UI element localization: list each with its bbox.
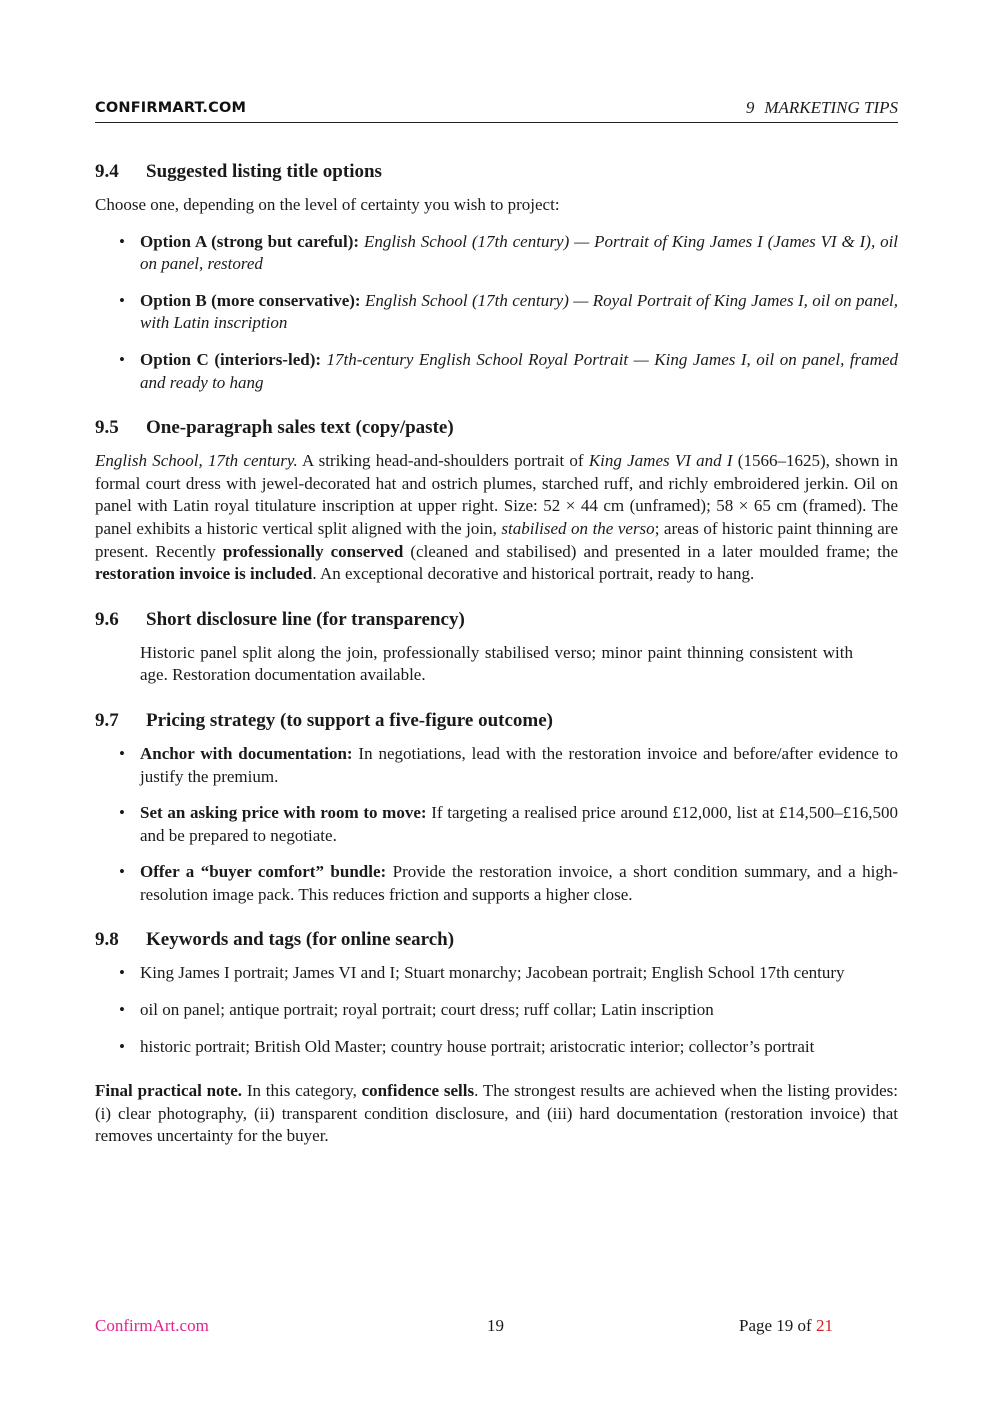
item-text: If targeting a realised price around £12,000, list at £14,500–£16,500 and be prepared to negotiate.: [140, 803, 898, 845]
text-run: (cleaned and stabilised) and presented in a later moulded frame; the: [403, 541, 898, 561]
item-label: Offer a “buyer comfort” bundle:: [140, 862, 387, 882]
page-prefix: Page 19 of: [739, 1316, 816, 1335]
text-italic: English School, 17th century.: [95, 451, 298, 471]
list-item: [95, 861, 898, 906]
option-label: Option A (strong but careful):: [140, 231, 360, 251]
section-heading-9-7: [95, 709, 898, 733]
title-options-list: [95, 231, 898, 395]
text-run: (1566–1625), shown in formal court dress with jewel-decorated hat and ostrich plumes, starched ruff, and richly embroidered jerkin. Oil on panel with Latin royal titulature inscription at upper right. Size: 52 × 44 cm (unframed); 58 × 65 cm (framed). The panel exhibits a historic vertical split aligned with the join,: [95, 451, 898, 538]
logo: CONFIRMART.COM: [95, 100, 247, 116]
final-note: [95, 1080, 898, 1148]
text-italic: stabilised on the verso: [501, 518, 655, 538]
section-number: 9: [745, 98, 755, 117]
text-italic: King James VI and I: [588, 451, 733, 471]
option-label: Option B (more conservative):: [140, 290, 361, 310]
text-run: ; areas of historic paint thinning are present. Recently: [95, 518, 899, 561]
final-note-label: Final practical note.: [95, 1081, 243, 1101]
list-item: [95, 231, 898, 276]
text-run: A striking head-and-shoulders portrait of: [297, 451, 589, 471]
heading-title: Suggested listing title options: [146, 161, 382, 182]
item-text: In negotiations, lead with the restoration invoice and before/after evidence to justify the premium.: [140, 743, 898, 786]
intro-paragraph: Choose one, depending on the level of certainty you wish to project:: [95, 195, 560, 214]
list-item: [95, 802, 898, 847]
page-total-link[interactable]: 21: [815, 1316, 833, 1335]
text-bold: professionally conserved: [222, 541, 404, 561]
section-title: MARKETING TIPS: [764, 98, 898, 117]
running-section-title: [746, 98, 898, 118]
heading-title: Keywords and tags (for online search): [146, 929, 455, 951]
list-item: • historic portrait; British Old Master; country house portrait; aristocratic interior; collector’s portrait: [95, 1036, 898, 1059]
disclosure-quote: Historic panel split along the join, professionally stabilised verso; minor paint thinning consistent with age. Restoration documentation available.: [140, 642, 853, 685]
footer-page-count: [739, 1316, 833, 1336]
option-text: English School (17th century) — Portrait of King James I (James VI & I), oil on panel, restored: [140, 231, 899, 274]
heading-number: 9.6: [95, 608, 119, 630]
sales-paragraph: [95, 450, 898, 586]
option-label: Option C (interiors-led):: [140, 349, 322, 369]
item-label: Set an asking price with room to move:: [140, 803, 427, 823]
section-heading-9-6: [95, 608, 898, 632]
heading-title: Pricing strategy (to support a five-figure outcome): [146, 709, 553, 731]
text-bold: restoration invoice is included: [95, 564, 313, 584]
heading-number: 9.5: [95, 417, 119, 439]
section-heading-9-5: [95, 416, 898, 440]
section-heading-9-8: [95, 928, 898, 952]
section-heading-9-4: [95, 160, 898, 184]
text-run: . The strongest results are achieved when the listing provides: (i) clear photography, (ii) transparent condition disclosure, and (iii) hard documentation (restoration invoice) that removes uncertainty for the buyer.: [95, 1081, 899, 1146]
heading-number: 9.4: [95, 161, 119, 182]
text-run: In this category,: [242, 1081, 362, 1101]
heading-number: 9.7: [95, 709, 119, 731]
page-footer: [95, 1316, 898, 1340]
text-run: . An exceptional decorative and historical portrait, ready to hang.: [312, 564, 755, 584]
heading-number: 9.8: [95, 929, 119, 951]
list-item: [95, 349, 898, 394]
running-header: [95, 96, 898, 123]
footer-page-number: 19: [487, 1316, 504, 1335]
footer-site-link[interactable]: ConfirmArt.com: [95, 1316, 209, 1335]
option-text: English School (17th century) — Royal Portrait of King James I, oil on panel, with Latin inscription: [140, 290, 898, 333]
option-text: 17th-century English School Royal Portrait — King James I, oil on panel, framed and ready to hang: [140, 349, 898, 392]
item-label: Anchor with documentation:: [140, 743, 353, 763]
pricing-list: [95, 743, 898, 907]
keywords-list: [95, 962, 898, 1058]
list-item: [95, 290, 898, 335]
heading-title: Short disclosure line (for transparency): [146, 608, 465, 630]
text-bold: confidence sells: [361, 1081, 475, 1101]
list-item: • oil on panel; antique portrait; royal portrait; court dress; ruff collar; Latin inscription: [95, 999, 898, 1022]
list-item: [95, 743, 898, 788]
list-item: • King James I portrait; James VI and I; Stuart monarchy; Jacobean portrait; English School 17th century: [95, 962, 898, 985]
item-text: Provide the restoration invoice, a short condition summary, and a high-resolution image pack. This reduces friction and supports a higher close.: [140, 862, 898, 904]
heading-title: One-paragraph sales text (copy/paste): [146, 417, 454, 439]
document-body: [95, 160, 898, 1148]
